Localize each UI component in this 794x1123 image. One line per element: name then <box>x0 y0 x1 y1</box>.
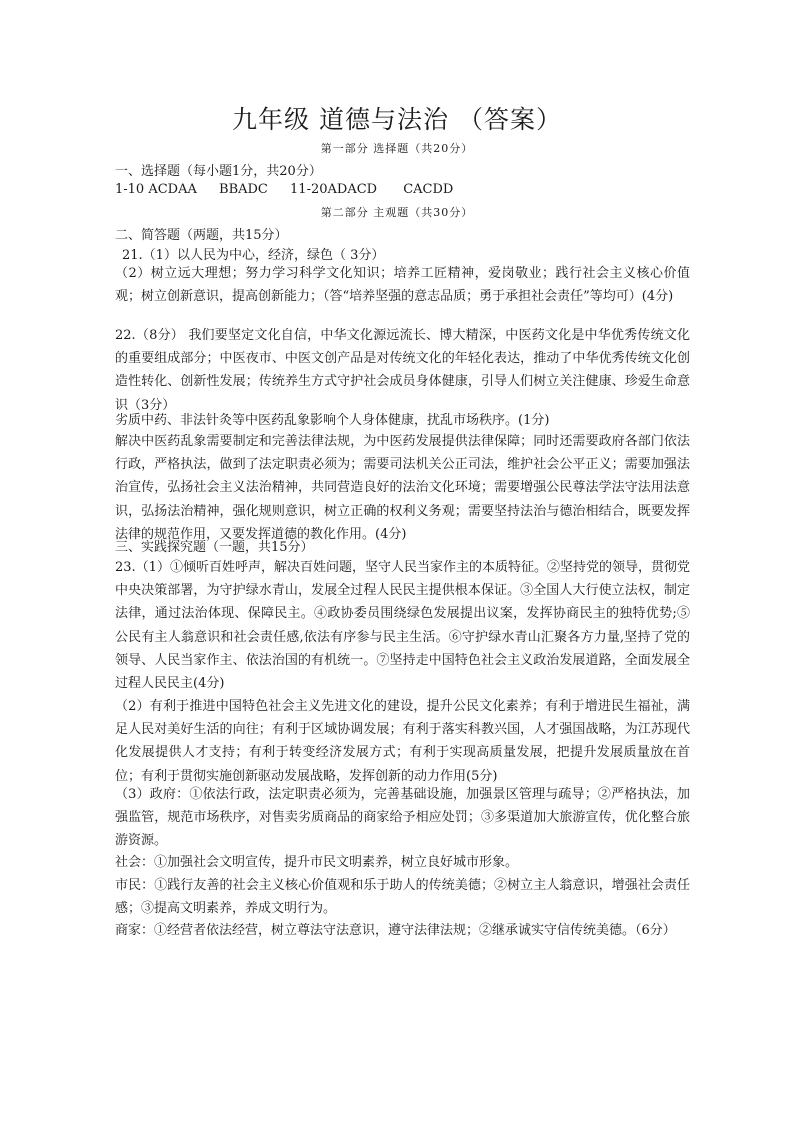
question-21-part-2: （2）树立远大理想；努力学习科学文化知识；培养工匠精神，爱岗敬业；践行社会主义核心价值观；树立创新意识，提高创新能力；（答“培养坚强的意志品质；勇于承担社会责任”等均可）(4分) <box>115 266 690 305</box>
section-two-heading: 二、简答题（两题，共15分） <box>115 228 288 243</box>
question-23-merchant: 商家：①经营者依法经营，树立尊法守法意识，遵守法律法规；②继承诚实守信传统美德。（6分） <box>115 923 676 938</box>
question-21-part-1: 21.（1）以人民为中心，经济，绿色（ 3分） <box>122 248 385 263</box>
question-23-part-3-government: （3）政府：①依法行政，法定职责必须为，完善基础设施，加强景区管理与疏导；②严格执法，加强监管，规范市场秩序，对售卖劣质商品的商家给予相应处罚；③多渠道加大旅游宣传，优化整合旅游资源。 <box>115 787 690 849</box>
question-23-society: 社会：①加强社会文明宣传，提升市民文明素养，树立良好城市形象。 <box>115 855 519 870</box>
question-22-law: 解决中医药乱象需要制定和完善法律法规，为中医药发展提供法律保障；同时还需要政府各部门依法行政，严格执法，做到了法定职责必须为；需要司法机关公正司法，维护社会公平正义；需要加强法治宣传，弘扬社会主义法治精神，共同营造良好的法治文化环境；需要增强公民尊法学法守法用法意识，弘扬法治精神，强化规则意识，树立正确的权利义务观；需要坚持法治与德治相结合，既要发挥法律的规范作用，又要发挥道德的教化作用。(4分) <box>115 434 690 542</box>
answers-1-10: 1-10 ACDAA <box>115 182 197 197</box>
section-three-heading: 三、实践探究题（一题，共15分） <box>115 540 314 555</box>
part-two-heading: 第二部分 主观题（共30分） <box>320 206 474 219</box>
page-title: 九年级 道德与法治 （答案） <box>232 105 562 134</box>
part-one-heading: 第一部分 选择题（共20分） <box>320 142 474 155</box>
question-23-part-1: 23.（1）①倾听百姓呼声，解决百姓问题，坚守人民当家作主的本质特征。②坚持党的领导，贯彻党中央决策部署，为守护绿水青山，发展全过程人民民主提供根本保证。③全国人大行使立法权，制定法律，通过法治体现、保障民主。④政协委员围绕绿色发展提出议案，发挥协商民主的独特优势;⑤公民有主人翁意识和社会责任感,依法有序参与民主生活。⑥守护绿水青山汇聚各方力量,坚持了党的领导、人民当家作主、依法治国的有机统一。⑦坚持走中国特色社会主义政治发展道路，全面发展全过程人民民主(4分) <box>115 560 690 692</box>
question-22-culture: 22.（8分） 我们要坚定文化自信，中华文化源远流长、博大精深，中医药文化是中华优秀传统文化的重要组成部分；中医夜市、中医文创产品是对传统文化的年轻化表达，推动了中华优秀传统文化创造性转化、创新性发展；传统养生方式守护社会成员身体健康，引导人们树立关注健康、珍爱生命意识（3分） <box>115 328 690 413</box>
question-23-part-2: （2）有利于推进中国特色社会主义先进文化的建设，提升公民文化素养；有利于增进民生福祉，满足人民对美好生活的向往；有利于区域协调发展；有利于落实科教兴国，人才强国战略，为江苏现代化发展提供人才支持；有利于转变经济发展方式；有利于实现高质量发展，把提升发展质量放在首位；有利于贯彻实施创新驱动发展战略，发挥创新的动力作用(5分) <box>115 699 690 784</box>
choice-answers <box>115 182 453 197</box>
question-22-harm: 劣质中药、非法针灸等中医药乱象影响个人身体健康，扰乱市场秩序。(1分) <box>115 413 550 428</box>
answers-6-10: BBADC <box>219 182 268 197</box>
section-one-heading: 一、选择题（每小题1分，共20分） <box>115 164 322 179</box>
answers-16-20: CACDD <box>403 182 454 197</box>
answers-11-20: 11-20ADACD <box>290 182 378 197</box>
question-23-citizen: 市民：①践行友善的社会主义核心价值观和乐于助人的传统美德；②树立主人翁意识，增强社会责任感；③提高文明素养，养成文明行为。 <box>115 878 690 917</box>
